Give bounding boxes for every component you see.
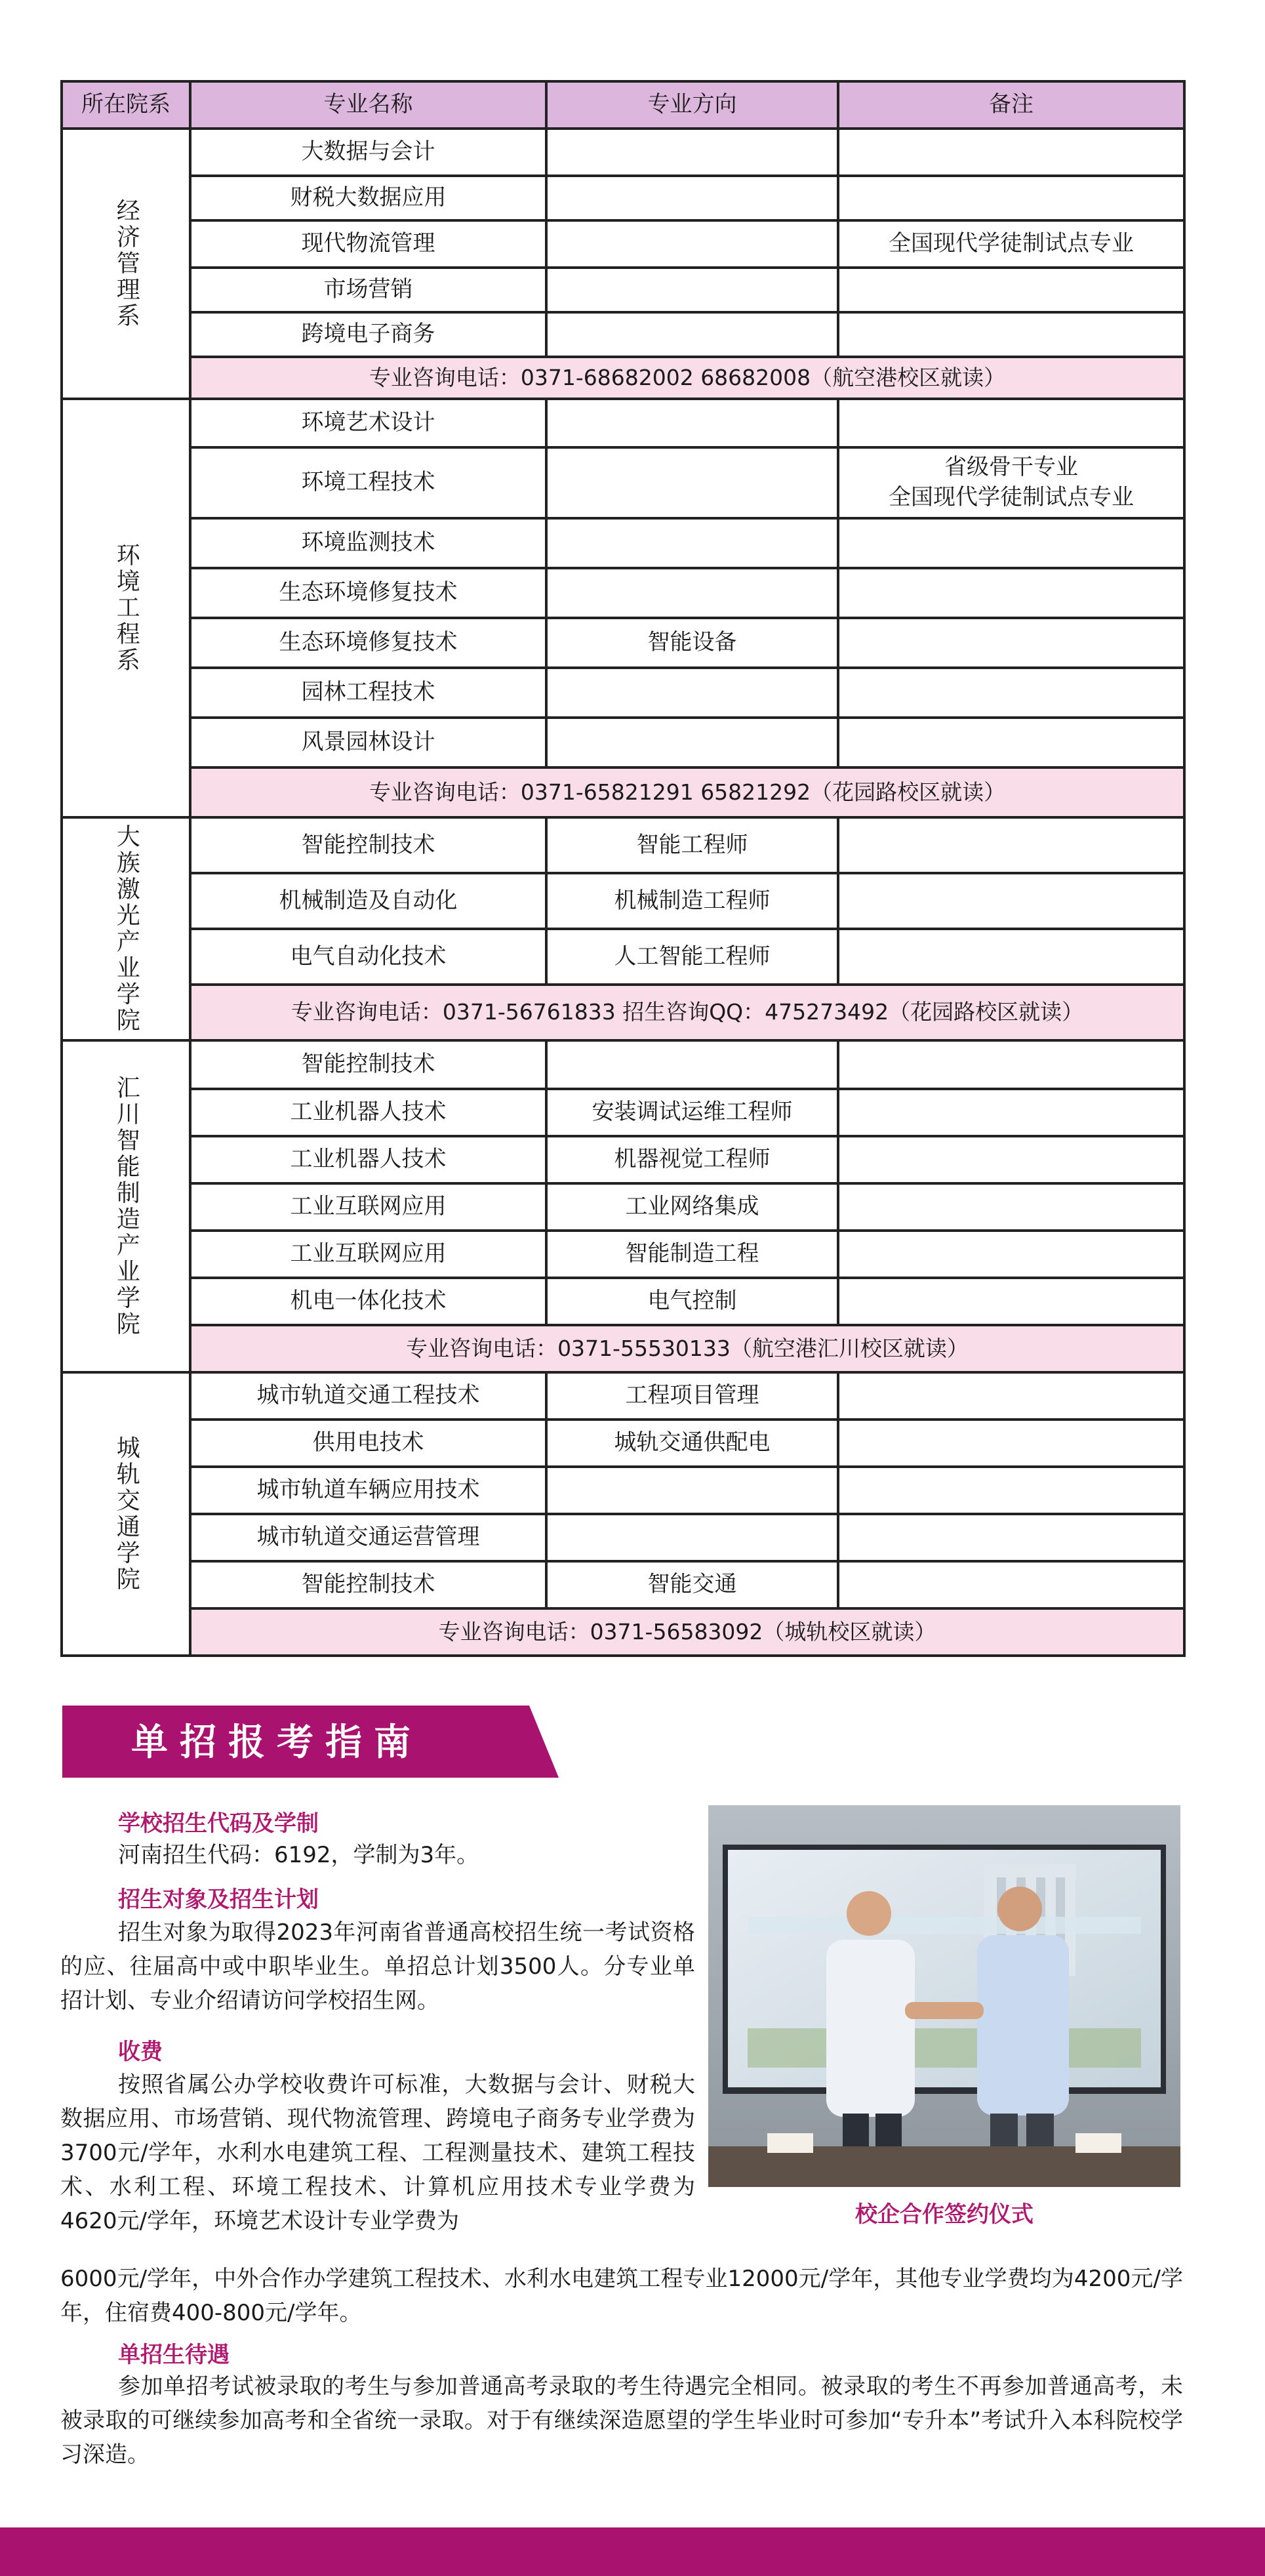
direction-cell	[546, 447, 838, 518]
department-cell: 城轨交通学院	[62, 1372, 190, 1656]
note-cell	[838, 1231, 1184, 1278]
code-heading: 学校招生代码及学制	[118, 1810, 319, 1837]
table-row	[62, 1183, 1184, 1231]
major-cell: 智能控制技术	[190, 1040, 546, 1089]
note-cell	[838, 1089, 1184, 1136]
major-cell: 供用电技术	[190, 1420, 546, 1467]
direction-cell: 智能制造工程	[546, 1231, 838, 1278]
note-cell	[838, 176, 1184, 220]
consult-row	[62, 767, 1184, 817]
table-row	[62, 1136, 1184, 1183]
major-cell: 环境监测技术	[190, 518, 546, 568]
note-cell	[838, 1183, 1184, 1231]
major-cell: 工业互联网应用	[190, 1231, 546, 1278]
major-cell: 工业机器人技术	[190, 1089, 546, 1136]
direction-cell: 工程项目管理	[546, 1372, 838, 1420]
table-header-row	[62, 81, 1184, 129]
photo-caption: 校企合作签约仪式	[855, 2201, 1034, 2228]
consult-row	[62, 985, 1184, 1040]
major-cell: 工业机器人技术	[190, 1136, 546, 1183]
table-row	[62, 929, 1184, 985]
table-row	[62, 1372, 1184, 1420]
major-cell: 现代物流管理	[190, 220, 546, 268]
table-row	[62, 129, 1184, 176]
table-row	[62, 1278, 1184, 1325]
major-cell: 财税大数据应用	[190, 176, 546, 220]
major-cell: 环境工程技术	[190, 447, 546, 518]
department-cell: 汇川智能制造产业学院	[62, 1040, 190, 1372]
table-row	[62, 1420, 1184, 1467]
fee-heading: 收费	[118, 2039, 163, 2065]
major-cell: 生态环境修复技术	[190, 568, 546, 618]
consult-phone-cell: 专业咨询电话：0371-65821291 65821292（花园路校区就读）	[190, 767, 1184, 817]
note-line: 省级骨干专业	[944, 454, 1078, 481]
treat-text: 参加单招考试被录取的考生与参加普通高考录取的考生待遇完全相同。被录取的考生不再参加普通高考，未被录取的可继续参加高考和全省统一录取。对于有继续深造愿望的学生毕业时可参加“专升本”考试升入本科院校学习深造。	[60, 2373, 1183, 2468]
note-cell	[838, 568, 1184, 618]
direction-cell: 机器视觉工程师	[546, 1136, 838, 1183]
department-cell: 环境工程系	[62, 399, 190, 817]
note-line: 全国现代学徒制试点专业	[889, 230, 1134, 257]
consult-row	[62, 357, 1184, 399]
code-text: 河南招生代码：6192，学制为3年。	[118, 1842, 479, 1868]
note-cell	[838, 817, 1184, 873]
header-note: 备注	[838, 81, 1184, 129]
header-department: 所在院系	[62, 81, 190, 129]
note-cell	[838, 618, 1184, 668]
consult-row	[62, 1325, 1184, 1372]
note-cell	[838, 1278, 1184, 1325]
direction-cell: 安装调试运维工程师	[546, 1089, 838, 1136]
fee-text-wide: 6000元/学年，中外合作办学建筑工程技术、水利水电建筑工程专业12000元/学年，其他专业学费均为4200元/学年，住宿费400-800元/学年。	[60, 2266, 1183, 2326]
note-cell	[838, 1514, 1184, 1561]
table-row	[62, 1231, 1184, 1278]
note-cell	[838, 873, 1184, 929]
table-row	[62, 447, 1184, 518]
direction-cell	[546, 399, 838, 447]
table-row	[62, 618, 1184, 668]
table-row	[62, 176, 1184, 220]
note-cell	[838, 1561, 1184, 1608]
major-cell: 跨境电子商务	[190, 312, 546, 357]
note-cell	[838, 399, 1184, 447]
signing-ceremony-photo	[708, 1805, 1180, 2187]
direction-cell	[546, 718, 838, 767]
note-cell	[838, 312, 1184, 357]
direction-cell: 机械制造工程师	[546, 873, 838, 929]
note-cell	[838, 718, 1184, 767]
direction-cell	[546, 129, 838, 176]
table-row	[62, 718, 1184, 767]
consult-row	[62, 1608, 1184, 1656]
note-cell	[838, 1136, 1184, 1183]
table-row	[62, 312, 1184, 357]
major-cell: 城市轨道车辆应用技术	[190, 1467, 546, 1514]
direction-cell: 智能工程师	[546, 817, 838, 873]
department-cell: 大族激光产业学院	[62, 817, 190, 1040]
direction-cell	[546, 1467, 838, 1514]
table-row	[62, 817, 1184, 873]
table-row	[62, 220, 1184, 268]
department-cell: 经济管理系	[62, 129, 190, 399]
direction-cell	[546, 568, 838, 618]
direction-cell	[546, 1514, 838, 1561]
table-row	[62, 1561, 1184, 1608]
note-cell	[838, 1420, 1184, 1467]
note-line: 全国现代学徒制试点专业	[889, 484, 1134, 510]
direction-cell: 工业网络集成	[546, 1183, 838, 1231]
direction-cell	[546, 1040, 838, 1089]
consult-phone-cell: 专业咨询电话：0371-56761833 招生咨询QQ：475273492（花园路校区就读）	[190, 985, 1184, 1040]
table-row	[62, 1089, 1184, 1136]
note-cell	[838, 220, 1184, 268]
major-cell: 机电一体化技术	[190, 1278, 546, 1325]
plan-text: 招生对象为取得2023年河南省普通高校招生统一考试资格的应、往届高中或中职毕业生。单招总计划3500人。分专业单招计划、专业介绍请访问学校招生网。	[60, 1919, 695, 2014]
plan-heading: 招生对象及招生计划	[118, 1887, 319, 1913]
consult-phone-cell: 专业咨询电话：0371-68682002 68682008（航空港校区就读）	[190, 357, 1184, 399]
major-cell: 电气自动化技术	[190, 929, 546, 985]
direction-cell: 电气控制	[546, 1278, 838, 1325]
header-major: 专业名称	[190, 81, 546, 129]
majors-table	[60, 80, 1186, 1657]
major-cell: 大数据与会计	[190, 129, 546, 176]
major-cell: 机械制造及自动化	[190, 873, 546, 929]
header-direction: 专业方向	[546, 81, 838, 129]
note-cell	[838, 1040, 1184, 1089]
major-cell: 智能控制技术	[190, 817, 546, 873]
table-row	[62, 568, 1184, 618]
note-cell	[838, 447, 1184, 518]
note-cell	[838, 929, 1184, 985]
note-cell	[838, 1372, 1184, 1420]
note-cell	[838, 518, 1184, 568]
direction-cell: 人工智能工程师	[546, 929, 838, 985]
major-cell: 环境艺术设计	[190, 399, 546, 447]
guide-title: 单招报考指南	[131, 1721, 422, 1764]
major-cell: 风景园林设计	[190, 718, 546, 767]
bottom-accent-bar	[0, 2527, 1265, 2576]
major-cell: 智能控制技术	[190, 1561, 546, 1608]
note-cell	[838, 268, 1184, 312]
table-row	[62, 873, 1184, 929]
major-cell: 城市轨道交通工程技术	[190, 1372, 546, 1420]
direction-cell	[546, 176, 838, 220]
table-row	[62, 1467, 1184, 1514]
note-cell	[838, 668, 1184, 718]
table-row	[62, 1040, 1184, 1089]
fee-text-narrow: 按照省属公办学校收费许可标准，大数据与会计、财税大数据应用、市场营销、现代物流管理、跨境电子商务专业学费为3700元/学年，水利水电建筑工程、工程测量技术、建筑工程技术、水利工程、环境工程技术、计算机应用技术专业学费为4620元/学年，环境艺术设计专业学费为	[60, 2072, 695, 2234]
table-row	[62, 268, 1184, 312]
major-cell: 工业互联网应用	[190, 1183, 546, 1231]
table-row	[62, 668, 1184, 718]
major-cell: 城市轨道交通运营管理	[190, 1514, 546, 1561]
major-cell: 生态环境修复技术	[190, 618, 546, 668]
table-row	[62, 1514, 1184, 1561]
direction-cell: 智能设备	[546, 618, 838, 668]
direction-cell	[546, 268, 838, 312]
treat-heading: 单招生待遇	[118, 2342, 230, 2368]
note-cell	[838, 129, 1184, 176]
direction-cell	[546, 220, 838, 268]
note-cell	[838, 1467, 1184, 1514]
table-row	[62, 518, 1184, 568]
consult-phone-cell: 专业咨询电话：0371-55530133（航空港汇川校区就读）	[190, 1325, 1184, 1372]
table-row	[62, 399, 1184, 447]
consult-phone-cell: 专业咨询电话：0371-56583092（城轨校区就读）	[190, 1608, 1184, 1656]
major-cell: 园林工程技术	[190, 668, 546, 718]
direction-cell	[546, 312, 838, 357]
major-cell: 市场营销	[190, 268, 546, 312]
direction-cell: 城轨交通供配电	[546, 1420, 838, 1467]
direction-cell	[546, 668, 838, 718]
direction-cell: 智能交通	[546, 1561, 838, 1608]
direction-cell	[546, 518, 838, 568]
